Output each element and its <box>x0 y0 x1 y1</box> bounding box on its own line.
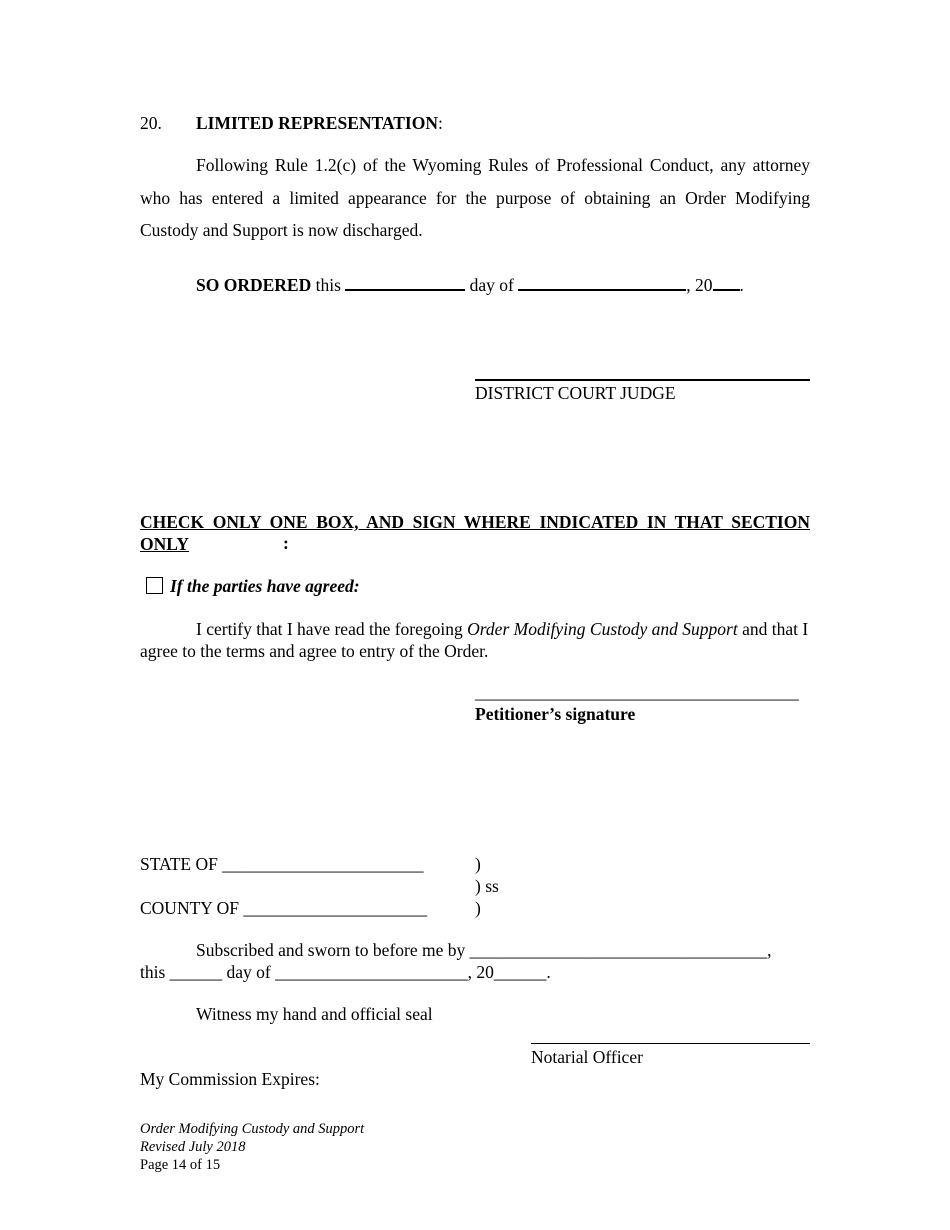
certify-paragraph <box>140 619 810 662</box>
petitioner-signature-line[interactable]: _____________________________________ <box>475 682 799 702</box>
county-of-field[interactable]: COUNTY OF _____________________ <box>140 898 428 918</box>
so-ordered-year-prefix: , 20 <box>686 275 713 295</box>
section-number: 20. <box>140 113 162 133</box>
limited-representation-paragraph: Following Rule 1.2(c) of the Wyoming Rules of Professional Conduct, any attorney who has entered a limited appearance for the purpose of obtaining an Order Modifying Custody and Support is now discharged. <box>140 155 810 240</box>
footer-revised: Revised July 2018 <box>140 1139 246 1155</box>
petitioner-signature-label: Petitioner’s signature <box>475 704 636 724</box>
venue-paren-1: ) <box>475 854 481 874</box>
so-ordered-label: SO ORDERED <box>196 275 312 295</box>
certify-after: and that I agree to the terms and agree to entry of the Order. <box>140 619 809 661</box>
certify-title: Order Modifying Custody and Support <box>467 619 738 639</box>
subscribed-line-2[interactable]: this ______ day of ______________________, 20______. <box>140 962 551 982</box>
commission-expires: My Commission Expires: <box>140 1069 320 1089</box>
so-ordered-line <box>196 274 744 296</box>
footer-page-number: Page 14 of 15 <box>140 1157 221 1173</box>
day-blank[interactable] <box>345 274 465 291</box>
agreed-label: If the parties have agreed: <box>170 576 360 596</box>
so-ordered-day-of: day of <box>465 275 519 295</box>
notary-signature-line[interactable] <box>531 1043 810 1044</box>
year-blank[interactable] <box>713 274 740 291</box>
section-heading-text: LIMITED REPRESENTATION <box>196 113 438 133</box>
footer-title: Order Modifying Custody and Support <box>140 1121 365 1137</box>
month-blank[interactable] <box>518 274 686 291</box>
venue-paren-3: ) <box>475 898 481 918</box>
check-instructions <box>140 511 810 555</box>
subscribed-line-1[interactable]: Subscribed and sworn to before me by __________________________________, <box>196 940 772 960</box>
state-of-field[interactable]: STATE OF _______________________ <box>140 854 424 874</box>
so-ordered-period: . <box>739 275 744 295</box>
check-instructions-text: CHECK ONLY ONE BOX, AND SIGN WHERE INDICATED IN THAT SECTION ONLY <box>140 512 810 554</box>
section-heading <box>196 113 443 134</box>
venue-paren-ss: ) ss <box>475 876 499 896</box>
so-ordered-this: this <box>311 275 346 295</box>
notary-officer-label: Notarial Officer <box>531 1047 643 1067</box>
judge-signature-line[interactable] <box>475 379 810 381</box>
certify-before: I certify that I have read the foregoing <box>196 619 468 639</box>
section-heading-colon: : <box>437 113 443 133</box>
check-instructions-colon: : <box>283 533 289 553</box>
agreed-checkbox[interactable] <box>146 577 163 594</box>
witness-text: Witness my hand and official seal <box>196 1004 433 1024</box>
judge-label: DISTRICT COURT JUDGE <box>475 383 676 403</box>
